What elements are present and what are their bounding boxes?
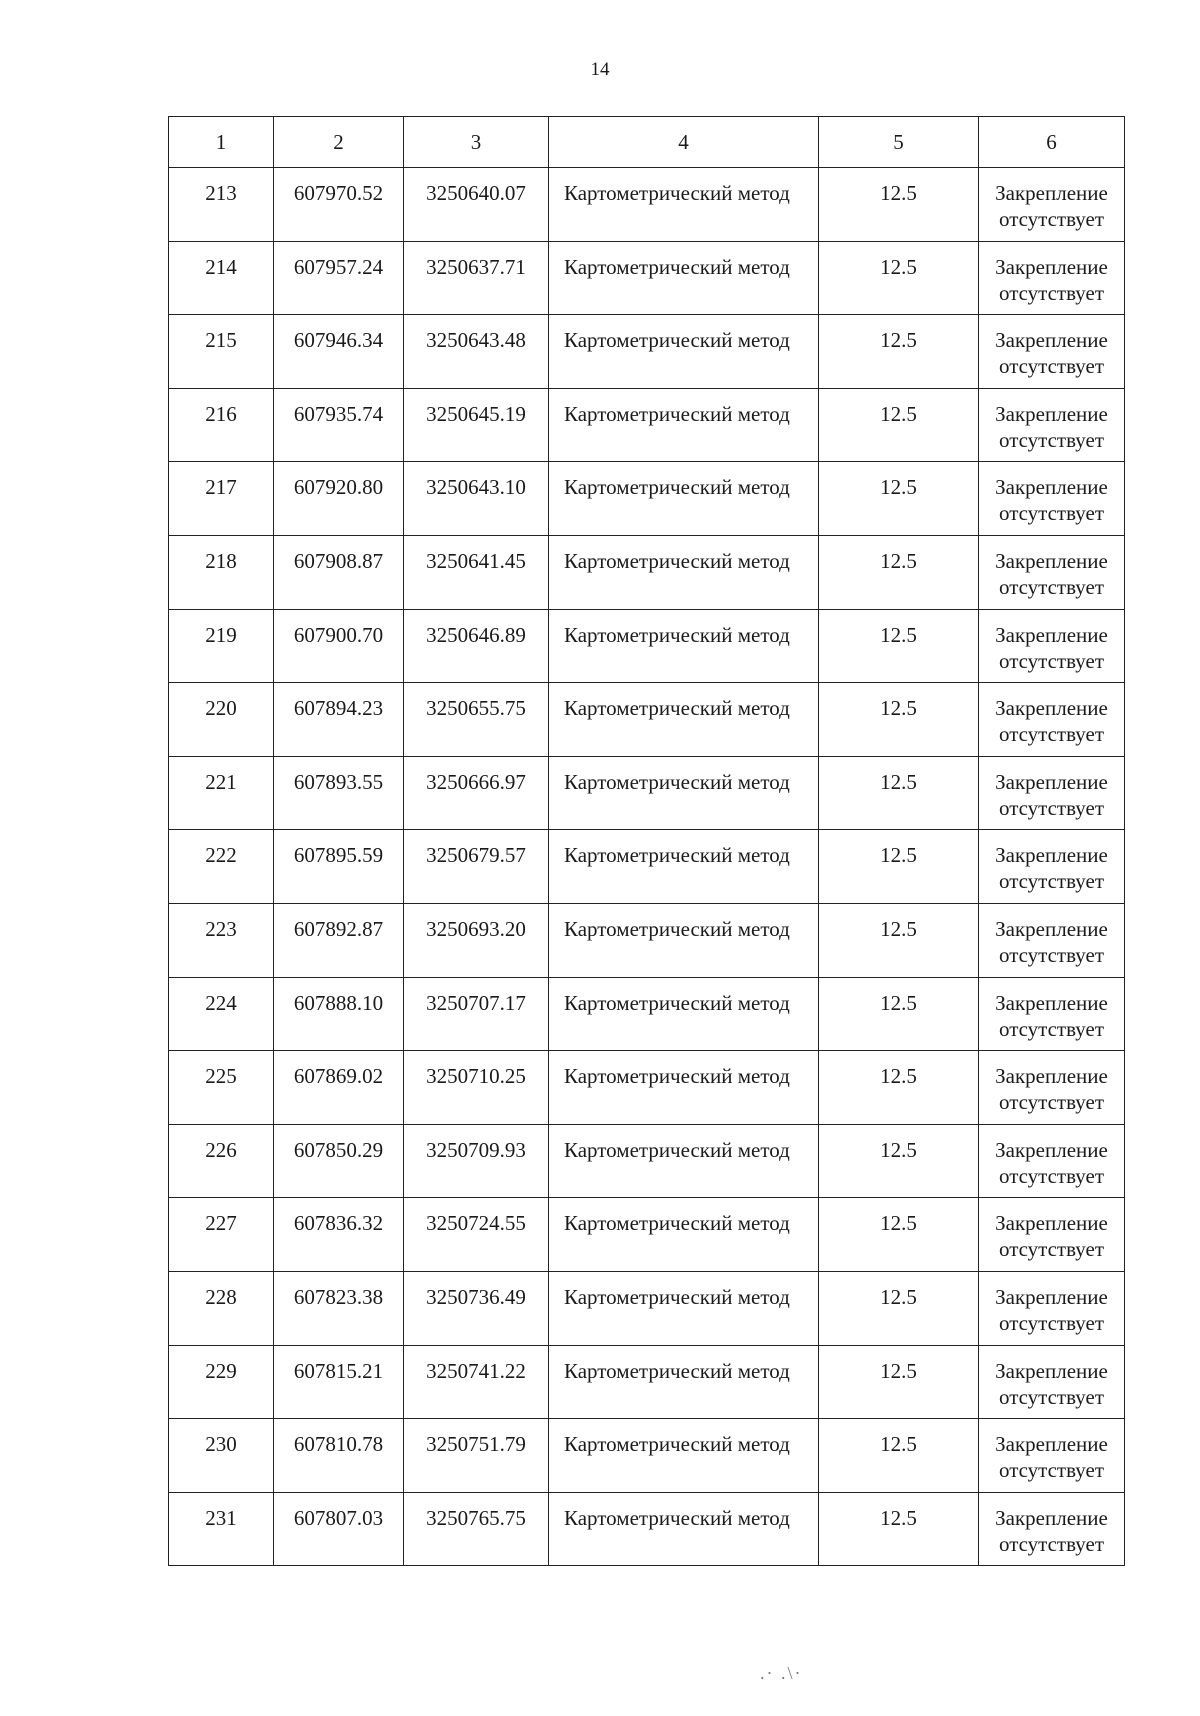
accuracy-cell: 12.5	[819, 683, 979, 757]
y-coordinate-cell: 3250736.49	[404, 1271, 549, 1345]
method-cell: Картометрический метод	[549, 1492, 819, 1566]
coordinates-table	[168, 116, 1125, 1566]
y-coordinate-cell: 3250666.97	[404, 756, 549, 830]
accuracy-cell: 12.5	[819, 168, 979, 242]
fixation-cell: Закрепление отсутствует	[979, 756, 1125, 830]
method-cell: Картометрический метод	[549, 1271, 819, 1345]
method-cell: Картометрический метод	[549, 1198, 819, 1272]
y-coordinate-cell: 3250724.55	[404, 1198, 549, 1272]
table-row	[169, 241, 1125, 315]
table-row	[169, 683, 1125, 757]
method-cell: Картометрический метод	[549, 315, 819, 389]
accuracy-cell: 12.5	[819, 609, 979, 683]
x-coordinate-cell: 607888.10	[274, 977, 404, 1051]
method-cell: Картометрический метод	[549, 683, 819, 757]
accuracy-cell: 12.5	[819, 462, 979, 536]
accuracy-cell: 12.5	[819, 1492, 979, 1566]
method-cell: Картометрический метод	[549, 1419, 819, 1493]
x-coordinate-cell: 607836.32	[274, 1198, 404, 1272]
y-coordinate-cell: 3250655.75	[404, 683, 549, 757]
x-coordinate-cell: 607810.78	[274, 1419, 404, 1493]
accuracy-cell: 12.5	[819, 535, 979, 609]
fixation-cell: Закрепление отсутствует	[979, 1271, 1125, 1345]
page-number: 14	[590, 59, 610, 80]
fixation-cell: Закрепление отсутствует	[979, 1345, 1125, 1419]
table-row	[169, 609, 1125, 683]
y-coordinate-cell: 3250709.93	[404, 1124, 549, 1198]
method-cell: Картометрический метод	[549, 609, 819, 683]
x-coordinate-cell: 607850.29	[274, 1124, 404, 1198]
fixation-cell: Закрепление отсутствует	[979, 977, 1125, 1051]
y-coordinate-cell: 3250765.75	[404, 1492, 549, 1566]
fixation-cell: Закрепление отсутствует	[979, 1419, 1125, 1493]
y-coordinate-cell: 3250645.19	[404, 388, 549, 462]
point-number-cell: 215	[169, 315, 274, 389]
table-row	[169, 1051, 1125, 1125]
method-cell: Картометрический метод	[549, 1051, 819, 1125]
point-number-cell: 228	[169, 1271, 274, 1345]
x-coordinate-cell: 607900.70	[274, 609, 404, 683]
point-number-cell: 224	[169, 977, 274, 1051]
table-row	[169, 1198, 1125, 1272]
method-cell: Картометрический метод	[549, 903, 819, 977]
y-coordinate-cell: 3250707.17	[404, 977, 549, 1051]
fixation-cell: Закрепление отсутствует	[979, 903, 1125, 977]
method-cell: Картометрический метод	[549, 1345, 819, 1419]
fixation-cell: Закрепление отсутствует	[979, 168, 1125, 242]
point-number-cell: 226	[169, 1124, 274, 1198]
point-number-cell: 216	[169, 388, 274, 462]
method-cell: Картометрический метод	[549, 1124, 819, 1198]
fixation-cell: Закрепление отсутствует	[979, 683, 1125, 757]
header-row	[169, 117, 1125, 168]
point-number-cell: 217	[169, 462, 274, 536]
point-number-cell: 220	[169, 683, 274, 757]
fixation-cell: Закрепление отсутствует	[979, 609, 1125, 683]
point-number-cell: 229	[169, 1345, 274, 1419]
x-coordinate-cell: 607807.03	[274, 1492, 404, 1566]
table-row	[169, 388, 1125, 462]
point-number-cell: 223	[169, 903, 274, 977]
header-cell-5: 5	[819, 117, 979, 168]
method-cell: Картометрический метод	[549, 977, 819, 1051]
fixation-cell: Закрепление отсутствует	[979, 315, 1125, 389]
table-row	[169, 1124, 1125, 1198]
table-row	[169, 903, 1125, 977]
y-coordinate-cell: 3250710.25	[404, 1051, 549, 1125]
table-header	[169, 117, 1125, 168]
y-coordinate-cell: 3250643.48	[404, 315, 549, 389]
x-coordinate-cell: 607970.52	[274, 168, 404, 242]
table-row	[169, 1419, 1125, 1493]
point-number-cell: 219	[169, 609, 274, 683]
x-coordinate-cell: 607893.55	[274, 756, 404, 830]
y-coordinate-cell: 3250679.57	[404, 830, 549, 904]
y-coordinate-cell: 3250641.45	[404, 535, 549, 609]
accuracy-cell: 12.5	[819, 830, 979, 904]
y-coordinate-cell: 3250640.07	[404, 168, 549, 242]
method-cell: Картометрический метод	[549, 535, 819, 609]
x-coordinate-cell: 607823.38	[274, 1271, 404, 1345]
point-number-cell: 214	[169, 241, 274, 315]
fixation-cell: Закрепление отсутствует	[979, 462, 1125, 536]
x-coordinate-cell: 607894.23	[274, 683, 404, 757]
x-coordinate-cell: 607869.02	[274, 1051, 404, 1125]
method-cell: Картометрический метод	[549, 756, 819, 830]
accuracy-cell: 12.5	[819, 1419, 979, 1493]
accuracy-cell: 12.5	[819, 315, 979, 389]
fixation-cell: Закрепление отсутствует	[979, 1492, 1125, 1566]
method-cell: Картометрический метод	[549, 241, 819, 315]
method-cell: Картометрический метод	[549, 388, 819, 462]
accuracy-cell: 12.5	[819, 388, 979, 462]
accuracy-cell: 12.5	[819, 241, 979, 315]
table-body	[169, 168, 1125, 1566]
fixation-cell: Закрепление отсутствует	[979, 1198, 1125, 1272]
x-coordinate-cell: 607895.59	[274, 830, 404, 904]
header-cell-2: 2	[274, 117, 404, 168]
header-cell-4: 4	[549, 117, 819, 168]
fixation-cell: Закрепление отсутствует	[979, 388, 1125, 462]
accuracy-cell: 12.5	[819, 1198, 979, 1272]
x-coordinate-cell: 607935.74	[274, 388, 404, 462]
accuracy-cell: 12.5	[819, 756, 979, 830]
y-coordinate-cell: 3250643.10	[404, 462, 549, 536]
x-coordinate-cell: 607920.80	[274, 462, 404, 536]
x-coordinate-cell: 607892.87	[274, 903, 404, 977]
fixation-cell: Закрепление отсутствует	[979, 1051, 1125, 1125]
y-coordinate-cell: 3250751.79	[404, 1419, 549, 1493]
table-row	[169, 168, 1125, 242]
table-row	[169, 1345, 1125, 1419]
y-coordinate-cell: 3250741.22	[404, 1345, 549, 1419]
y-coordinate-cell: 3250637.71	[404, 241, 549, 315]
table-row	[169, 1492, 1125, 1566]
fixation-cell: Закрепление отсутствует	[979, 830, 1125, 904]
table-row	[169, 756, 1125, 830]
table-row	[169, 315, 1125, 389]
point-number-cell: 213	[169, 168, 274, 242]
accuracy-cell: 12.5	[819, 1345, 979, 1419]
y-coordinate-cell: 3250693.20	[404, 903, 549, 977]
fixation-cell: Закрепление отсутствует	[979, 1124, 1125, 1198]
x-coordinate-cell: 607957.24	[274, 241, 404, 315]
point-number-cell: 227	[169, 1198, 274, 1272]
method-cell: Картометрический метод	[549, 462, 819, 536]
point-number-cell: 222	[169, 830, 274, 904]
x-coordinate-cell: 607815.21	[274, 1345, 404, 1419]
method-cell: Картометрический метод	[549, 168, 819, 242]
table-row	[169, 977, 1125, 1051]
x-coordinate-cell: 607946.34	[274, 315, 404, 389]
header-cell-3: 3	[404, 117, 549, 168]
point-number-cell: 230	[169, 1419, 274, 1493]
point-number-cell: 231	[169, 1492, 274, 1566]
x-coordinate-cell: 607908.87	[274, 535, 404, 609]
point-number-cell: 218	[169, 535, 274, 609]
table-row	[169, 1271, 1125, 1345]
accuracy-cell: 12.5	[819, 1271, 979, 1345]
method-cell: Картометрический метод	[549, 830, 819, 904]
accuracy-cell: 12.5	[819, 977, 979, 1051]
y-coordinate-cell: 3250646.89	[404, 609, 549, 683]
accuracy-cell: 12.5	[819, 903, 979, 977]
table-row	[169, 830, 1125, 904]
point-number-cell: 221	[169, 756, 274, 830]
fixation-cell: Закрепление отсутствует	[979, 535, 1125, 609]
accuracy-cell: 12.5	[819, 1124, 979, 1198]
accuracy-cell: 12.5	[819, 1051, 979, 1125]
point-number-cell: 225	[169, 1051, 274, 1125]
header-cell-6: 6	[979, 117, 1125, 168]
table-row	[169, 535, 1125, 609]
fixation-cell: Закрепление отсутствует	[979, 241, 1125, 315]
header-cell-1: 1	[169, 117, 274, 168]
table-row	[169, 462, 1125, 536]
scan-mark: .· .\·	[760, 1663, 803, 1683]
